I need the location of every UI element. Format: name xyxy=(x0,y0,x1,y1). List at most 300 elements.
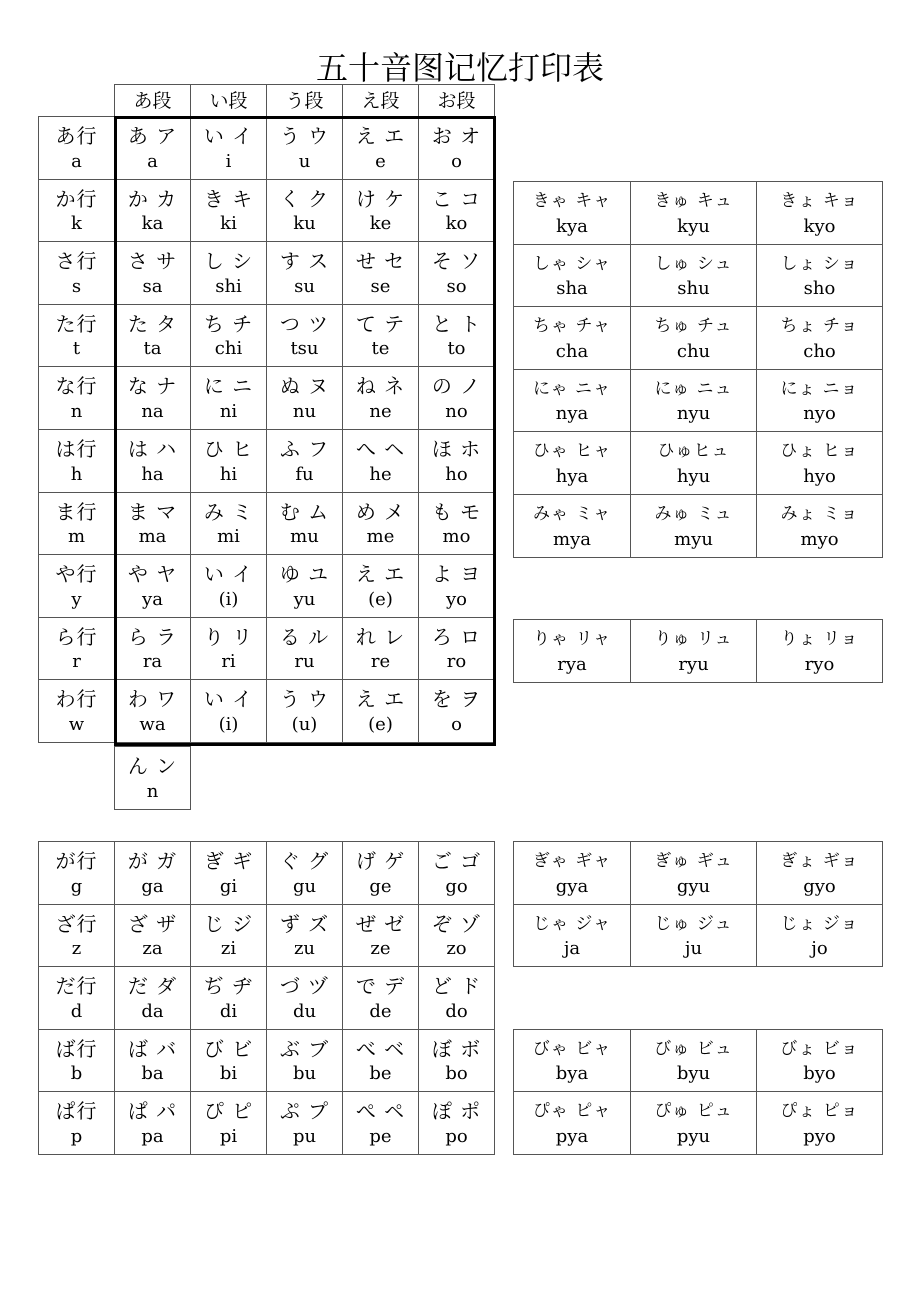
romaji-text: ya xyxy=(142,589,163,610)
kana-text: きょ キョ xyxy=(780,191,859,211)
romaji-text: to xyxy=(447,338,466,359)
row-label xyxy=(38,492,115,555)
kana-cell xyxy=(418,904,495,967)
romaji-text: bya xyxy=(555,1063,589,1084)
kana-cell xyxy=(266,679,343,743)
romaji-text: shu xyxy=(677,278,710,299)
romaji-text: de xyxy=(369,1001,392,1022)
romaji-text: o xyxy=(451,714,462,735)
romaji-text: g xyxy=(70,876,83,897)
page-title: 五十音图记忆打印表 xyxy=(315,49,604,87)
kana-cell xyxy=(190,116,267,180)
romaji-text: po xyxy=(445,1126,468,1147)
kana-text: な ナ xyxy=(127,374,178,398)
row-label xyxy=(38,179,115,242)
kana-text: べ ベ xyxy=(355,1037,406,1061)
kana-cell xyxy=(190,492,267,555)
kana-text: さ行 xyxy=(55,249,98,273)
kana-text: ど ド xyxy=(431,974,482,998)
kana-cell xyxy=(266,366,343,430)
kana-text: ぺ ペ xyxy=(355,1099,406,1123)
kana-text: ご ゴ xyxy=(431,849,482,873)
kana-cell xyxy=(114,617,191,680)
kana-text: か行 xyxy=(55,187,98,211)
kana-cell xyxy=(190,904,267,967)
romaji-text: nu xyxy=(292,401,317,422)
kana-cell xyxy=(114,241,191,305)
kana-cell xyxy=(114,1091,191,1155)
romaji-text: d xyxy=(70,1001,83,1022)
row-label xyxy=(38,1091,115,1155)
kana-text: さ サ xyxy=(127,249,178,273)
youon-cell xyxy=(756,494,883,558)
kana-cell xyxy=(342,179,419,242)
kana-text: ちょ チョ xyxy=(780,316,859,336)
romaji-text: pyo xyxy=(803,1126,836,1147)
romaji-text: a xyxy=(147,151,158,172)
kana-cell xyxy=(190,679,267,743)
kana-text: を ヲ xyxy=(431,687,482,711)
youon-cell xyxy=(630,1091,757,1155)
kana-cell xyxy=(266,904,343,967)
romaji-text: (u) xyxy=(291,714,318,735)
kana-text: る ル xyxy=(279,625,330,649)
row-label xyxy=(38,429,115,493)
romaji-text: h xyxy=(70,464,83,485)
kana-text: ぶ ブ xyxy=(279,1037,330,1061)
romaji-text: myo xyxy=(800,529,839,550)
kana-cell-n xyxy=(114,746,191,810)
kana-text: り リ xyxy=(203,625,254,649)
kana-text: や ヤ xyxy=(127,562,178,586)
kana-text: び ビ xyxy=(203,1037,254,1061)
kana-cell xyxy=(418,116,495,180)
kana-text: ぢ ヂ xyxy=(203,974,254,998)
kana-text: つ ツ xyxy=(279,312,330,336)
kana-text: ぼ ボ xyxy=(431,1037,482,1061)
kana-cell xyxy=(342,429,419,493)
kana-text: い イ xyxy=(203,687,254,711)
youon-cell xyxy=(756,841,883,905)
kana-text: じゃ ジャ xyxy=(532,914,612,934)
kana-cell xyxy=(342,841,419,905)
youon-cell xyxy=(513,306,631,370)
kana-cell xyxy=(114,304,191,367)
kana-text: ちゅ チュ xyxy=(654,316,733,336)
kana-text: め メ xyxy=(355,500,406,524)
kana-text: じゅ ジュ xyxy=(654,914,733,934)
youon-cell xyxy=(513,619,631,683)
kana-cell xyxy=(190,241,267,305)
romaji-text: zo xyxy=(446,938,467,959)
romaji-text: hi xyxy=(219,464,238,485)
kana-text: に ニ xyxy=(203,374,254,398)
romaji-text: me xyxy=(366,526,395,547)
romaji-text: zi xyxy=(220,938,237,959)
kana-text: ぬ ヌ xyxy=(279,374,330,398)
kana-text: ぎ ギ xyxy=(203,849,254,873)
romaji-text: ta xyxy=(143,338,162,359)
kana-text: じょ ジョ xyxy=(780,914,859,934)
kana-cell xyxy=(266,1029,343,1092)
romaji-text: ro xyxy=(446,651,467,672)
kana-text: ぴょ ピョ xyxy=(780,1101,859,1121)
row-label xyxy=(38,617,115,680)
kana-cell xyxy=(342,904,419,967)
kana-cell xyxy=(190,554,267,618)
romaji-text: gyo xyxy=(803,876,836,897)
romaji-text: k xyxy=(71,213,82,234)
romaji-text: chi xyxy=(214,338,243,359)
kana-cell xyxy=(418,617,495,680)
youon-cell xyxy=(630,841,757,905)
kana-text: ざ行 xyxy=(55,912,98,936)
youon-cell xyxy=(513,1091,631,1155)
kana-text: ば行 xyxy=(55,1037,98,1061)
romaji-text: u xyxy=(298,151,311,172)
youon-cell xyxy=(756,369,883,432)
kana-text: ず ズ xyxy=(279,912,330,936)
kana-text: し シ xyxy=(203,249,254,273)
romaji-text: ma xyxy=(138,526,167,547)
kana-text: ゆ ユ xyxy=(279,562,330,586)
youon-cell xyxy=(756,244,883,307)
kana-text: え エ xyxy=(355,687,406,711)
romaji-text: byo xyxy=(803,1063,836,1084)
kana-cell xyxy=(266,492,343,555)
romaji-text: te xyxy=(371,338,390,359)
romaji-text: mu xyxy=(290,526,319,547)
kana-cell xyxy=(342,966,419,1030)
kana-text: びゃ ビャ xyxy=(532,1039,612,1059)
kana-text: せ セ xyxy=(355,249,406,273)
romaji-text: go xyxy=(445,876,468,897)
kana-cell xyxy=(266,1091,343,1155)
kana-cell xyxy=(114,904,191,967)
kana-text: え エ xyxy=(355,124,406,148)
kana-text: ぎゃ ギャ xyxy=(532,851,612,871)
romaji-text: pa xyxy=(141,1126,164,1147)
youon-cell xyxy=(756,306,883,370)
youon-cell xyxy=(513,494,631,558)
romaji-text: ho xyxy=(445,464,468,485)
romaji-text: do xyxy=(445,1001,468,1022)
kana-cell xyxy=(418,366,495,430)
kana-cell xyxy=(418,304,495,367)
kana-cell xyxy=(418,1029,495,1092)
kana-cell xyxy=(342,617,419,680)
kana-text: ま行 xyxy=(55,500,98,524)
romaji-text: i xyxy=(225,151,232,172)
romaji-text: nyu xyxy=(676,403,711,424)
youon-cell xyxy=(513,904,631,967)
kana-text: が ガ xyxy=(127,849,178,873)
romaji-text: su xyxy=(294,276,315,297)
romaji-text: z xyxy=(71,938,82,959)
kana-cell xyxy=(114,429,191,493)
romaji-text: re xyxy=(370,651,391,672)
kana-text: こ コ xyxy=(431,187,482,211)
romaji-text: gi xyxy=(219,876,238,897)
kana-cell xyxy=(114,554,191,618)
kana-text: ひゅヒュ xyxy=(657,441,730,461)
kana-text: け ケ xyxy=(355,187,406,211)
kana-text: しょ ショ xyxy=(780,254,859,274)
kana-cell xyxy=(342,366,419,430)
romaji-text: ne xyxy=(369,401,392,422)
kana-text: ら ラ xyxy=(127,625,178,649)
kana-cell xyxy=(114,1029,191,1092)
youon-cell xyxy=(630,181,757,245)
romaji-text: m xyxy=(67,526,86,547)
kana-text: よ ヨ xyxy=(431,562,482,586)
romaji-text: ga xyxy=(141,876,164,897)
kana-text: ぴゅ ピュ xyxy=(654,1101,733,1121)
romaji-text: jo xyxy=(811,938,828,959)
romaji-text: ru xyxy=(294,651,315,672)
youon-cell xyxy=(630,369,757,432)
romaji-text: nyo xyxy=(803,403,836,424)
romaji-text: be xyxy=(369,1063,392,1084)
kana-text: りゃ リャ xyxy=(533,629,611,649)
kana-cell xyxy=(342,116,419,180)
romaji-text: cha xyxy=(555,341,589,362)
romaji-text: e xyxy=(375,151,386,172)
romaji-text: yu xyxy=(293,589,316,610)
romaji-text: ze xyxy=(370,938,391,959)
romaji-text: pi xyxy=(219,1126,238,1147)
kana-text: にょ ニョ xyxy=(780,379,859,399)
romaji-text: bi xyxy=(219,1063,238,1084)
kana-text: は ハ xyxy=(127,437,178,461)
romaji-text: mo xyxy=(442,526,471,547)
row-label xyxy=(38,366,115,430)
row-label xyxy=(38,679,115,743)
romaji-text: za xyxy=(142,938,163,959)
kana-text: しゅ シュ xyxy=(654,254,733,274)
kana-text: へ ヘ xyxy=(355,437,406,461)
romaji-text: kyo xyxy=(803,216,836,237)
romaji-text: w xyxy=(68,714,85,735)
kana-text: にゅ ニュ xyxy=(654,379,733,399)
kana-cell xyxy=(266,841,343,905)
kana-cell xyxy=(342,1029,419,1092)
romaji-text: ke xyxy=(369,213,392,234)
romaji-text: hyo xyxy=(803,466,836,487)
kana-cell xyxy=(266,966,343,1030)
kana-text: あ行 xyxy=(55,124,98,148)
romaji-text: (e) xyxy=(368,589,393,610)
youon-cell xyxy=(513,841,631,905)
kana-text: も モ xyxy=(431,500,482,524)
romaji-text: ryo xyxy=(804,654,835,675)
kana-text: きゅ キュ xyxy=(654,191,733,211)
kana-text: わ ワ xyxy=(127,687,178,711)
kana-cell xyxy=(190,966,267,1030)
romaji-text: bu xyxy=(292,1063,317,1084)
row-label xyxy=(38,554,115,618)
kana-cell xyxy=(418,966,495,1030)
kana-cell xyxy=(114,366,191,430)
romaji-text: hya xyxy=(555,466,589,487)
kana-text: ひょ ヒョ xyxy=(780,441,859,461)
romaji-text: (i) xyxy=(218,714,239,735)
kana-cell xyxy=(418,241,495,305)
romaji-text: wa xyxy=(139,714,166,735)
kana-text: あ ア xyxy=(127,124,178,148)
kana-cell xyxy=(266,179,343,242)
kana-text: く ク xyxy=(279,187,330,211)
kana-cell xyxy=(418,554,495,618)
romaji-text: ba xyxy=(141,1063,164,1084)
row-label xyxy=(38,966,115,1030)
romaji-text: ka xyxy=(141,213,164,234)
kana-text: む ム xyxy=(279,500,330,524)
romaji-text: sa xyxy=(142,276,163,297)
kana-text: ぱ パ xyxy=(127,1099,178,1123)
youon-cell xyxy=(756,181,883,245)
kana-text: ば バ xyxy=(127,1037,178,1061)
romaji-text: ri xyxy=(221,651,236,672)
kana-cell xyxy=(190,617,267,680)
romaji-text: hyu xyxy=(676,466,711,487)
kana-cell xyxy=(114,116,191,180)
romaji-text: mi xyxy=(217,526,240,547)
kana-cell xyxy=(190,304,267,367)
kana-text: お オ xyxy=(431,124,482,148)
row-label xyxy=(38,904,115,967)
column-header: い段 xyxy=(190,84,267,117)
kana-text: は行 xyxy=(55,437,98,461)
romaji-text: fu xyxy=(295,464,314,485)
kana-text: ぎゅ ギュ xyxy=(654,851,733,871)
row-label xyxy=(38,116,115,180)
romaji-text: byu xyxy=(676,1063,711,1084)
romaji-text: cho xyxy=(803,341,836,362)
romaji-text: ryu xyxy=(678,654,709,675)
youon-cell xyxy=(756,1091,883,1155)
kana-text: い イ xyxy=(203,562,254,586)
column-header: お段 xyxy=(418,84,495,117)
romaji-text: yo xyxy=(445,589,467,610)
kana-cell xyxy=(190,179,267,242)
kana-text: ち チ xyxy=(203,312,254,336)
youon-cell xyxy=(756,1029,883,1092)
youon-cell xyxy=(630,494,757,558)
romaji-text: gu xyxy=(292,876,317,897)
kana-cell xyxy=(342,1091,419,1155)
romaji-text: r xyxy=(72,651,81,672)
youon-cell xyxy=(756,619,883,683)
kana-text: ふ フ xyxy=(279,437,330,461)
kana-text: ちゃ チャ xyxy=(533,316,611,336)
kana-text: れ レ xyxy=(355,625,406,649)
kana-cell xyxy=(418,492,495,555)
kana-cell xyxy=(342,304,419,367)
romaji-text: ja xyxy=(563,938,581,959)
kana-text: ぴゃ ピャ xyxy=(532,1101,612,1121)
romaji-text: a xyxy=(71,151,82,172)
kana-text: ぐ グ xyxy=(279,849,330,873)
romaji-text: (i) xyxy=(218,589,239,610)
romaji-text: n xyxy=(146,781,159,802)
kana-text: ほ ホ xyxy=(431,437,482,461)
kana-text: ざ ザ xyxy=(127,912,178,936)
kana-text: びゅ ビュ xyxy=(654,1039,733,1059)
romaji-text: pu xyxy=(292,1126,317,1147)
kana-text: た行 xyxy=(55,312,98,336)
kana-text: の ノ xyxy=(431,374,482,398)
kana-text: な行 xyxy=(55,374,98,398)
kana-text: みょ ミョ xyxy=(780,504,859,524)
romaji-text: pyu xyxy=(676,1126,711,1147)
youon-cell xyxy=(513,431,631,495)
romaji-text: gyu xyxy=(676,876,711,897)
romaji-text: ju xyxy=(684,938,703,959)
romaji-text: ko xyxy=(445,213,468,234)
romaji-text: da xyxy=(141,1001,164,1022)
kana-text: りゅ リュ xyxy=(654,629,733,649)
kana-text: う ウ xyxy=(279,687,330,711)
kana-text: しゃ シャ xyxy=(532,254,612,274)
kana-cell xyxy=(114,841,191,905)
kana-text: ま マ xyxy=(127,500,178,524)
kana-cell xyxy=(190,429,267,493)
romaji-text: nya xyxy=(555,403,589,424)
romaji-text: bo xyxy=(445,1063,468,1084)
kana-text: ろ ロ xyxy=(431,625,482,649)
romaji-text: zu xyxy=(293,938,316,959)
romaji-text: se xyxy=(370,276,391,297)
kana-cell xyxy=(114,966,191,1030)
kana-cell xyxy=(190,1091,267,1155)
kana-text: きゃ キャ xyxy=(532,191,612,211)
youon-cell xyxy=(513,244,631,307)
youon-cell xyxy=(513,181,631,245)
kana-text: わ行 xyxy=(55,687,98,711)
romaji-text: ni xyxy=(219,401,238,422)
row-label xyxy=(38,841,115,905)
youon-cell xyxy=(756,431,883,495)
romaji-text: na xyxy=(141,401,164,422)
kana-cell xyxy=(342,492,419,555)
romaji-text: he xyxy=(369,464,392,485)
romaji-text: rya xyxy=(557,654,587,675)
column-header: う段 xyxy=(266,84,343,117)
row-label xyxy=(38,1029,115,1092)
kana-text: み ミ xyxy=(203,500,254,524)
kana-cell xyxy=(190,366,267,430)
romaji-text: sho xyxy=(803,278,836,299)
romaji-text: chu xyxy=(676,341,711,362)
romaji-text: (e) xyxy=(368,714,393,735)
romaji-text: gya xyxy=(555,876,589,897)
kana-cell xyxy=(342,241,419,305)
romaji-text: no xyxy=(445,401,468,422)
romaji-text: b xyxy=(70,1063,83,1084)
romaji-text: o xyxy=(451,151,462,172)
kana-text: い イ xyxy=(203,124,254,148)
romaji-text: shi xyxy=(215,276,242,297)
kana-text: じ ジ xyxy=(203,912,254,936)
youon-cell xyxy=(630,431,757,495)
kana-text: す ス xyxy=(279,249,330,273)
romaji-text: ha xyxy=(141,464,164,485)
kana-text: ひゃ ヒャ xyxy=(532,441,612,461)
romaji-text: tsu xyxy=(290,338,319,359)
youon-cell xyxy=(513,1029,631,1092)
kana-text: ぞ ゾ xyxy=(431,912,482,936)
